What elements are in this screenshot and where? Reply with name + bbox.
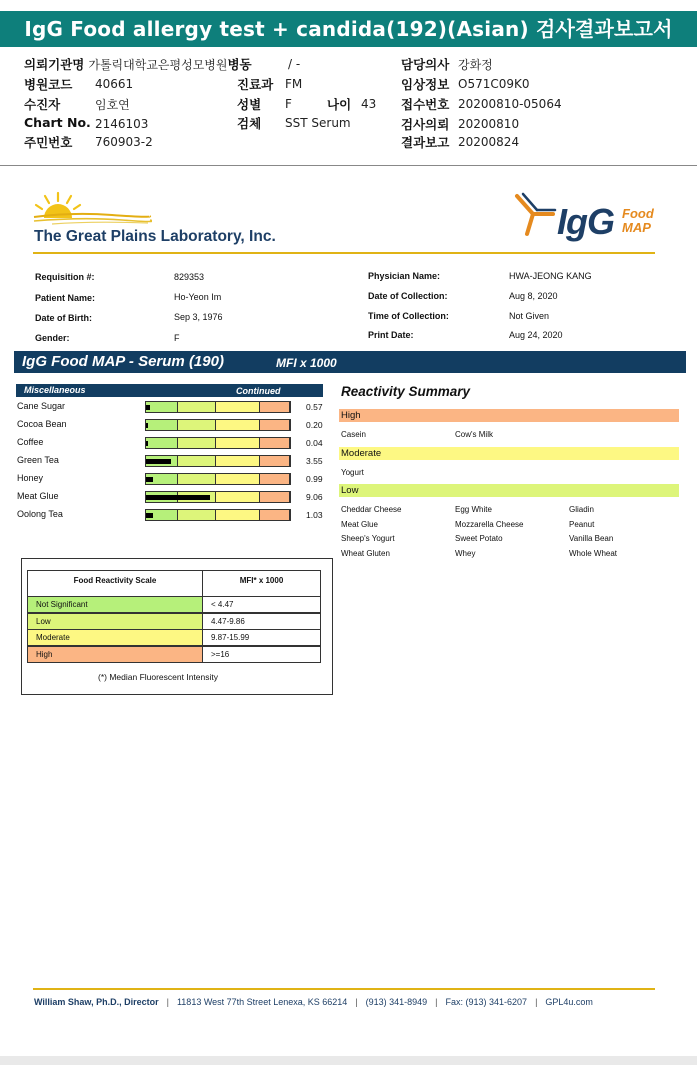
sex-label: 성별 xyxy=(237,97,262,112)
dob-label: Date of Birth: xyxy=(35,313,92,323)
food-value: 3.55 xyxy=(306,456,323,466)
collection-date-value: Aug 8, 2020 xyxy=(509,291,558,301)
low-item: Sweet Potato xyxy=(455,534,503,543)
requisition-value: 829353 xyxy=(174,272,205,282)
hospital-code-value: 40661 xyxy=(95,77,134,91)
reactivity-scale-bar xyxy=(145,401,291,413)
chart-label: Chart No. xyxy=(24,115,91,130)
map-unit: MFI x 1000 xyxy=(276,356,337,370)
food-row xyxy=(16,400,326,414)
reactivity-scale-bar xyxy=(145,509,291,521)
print-date-value: Aug 24, 2020 xyxy=(509,330,563,340)
food-row xyxy=(16,508,326,522)
food-map-logo xyxy=(622,207,654,235)
logo-food-text: Food xyxy=(622,206,654,221)
legend-level-range: 4.47-9.86 xyxy=(202,613,321,630)
footer-director: William Shaw, Ph.D., Director xyxy=(34,997,159,1007)
moderate-band: Moderate xyxy=(339,447,679,460)
report-title: IgG Food allergy test + candida(192)(Asian) 검사결과보고서 xyxy=(0,11,697,47)
high-item: Cow's Milk xyxy=(455,430,493,439)
igg-logo-text: IgG xyxy=(557,201,614,242)
high-band: High xyxy=(339,409,679,422)
gender-value: F xyxy=(174,333,180,343)
reactivity-scale-bar xyxy=(145,419,291,431)
sex-value: F xyxy=(285,97,292,111)
low-item: Mozzarella Cheese xyxy=(455,519,524,529)
patient-name-value: Ho-Yeon Im xyxy=(174,292,222,302)
food-name: Green Tea xyxy=(17,455,59,465)
result-bar xyxy=(146,513,153,518)
reactivity-scale-bar xyxy=(145,437,291,449)
result-bar xyxy=(146,477,153,482)
hospital-code-label: 병원코드 xyxy=(24,77,73,92)
food-value: 0.04 xyxy=(306,438,323,448)
clinical-label: 임상정보 xyxy=(401,77,450,92)
legend-level-label: Not Significant xyxy=(27,596,203,613)
doctor-label: 담당의사 xyxy=(401,57,450,72)
footer-phone: (913) 341-8949 xyxy=(365,997,428,1007)
patient-value: 임호연 xyxy=(95,98,130,112)
specimen-value: SST Serum xyxy=(285,116,351,130)
doctor-value: 강화정 xyxy=(458,58,493,72)
food-value: 1.03 xyxy=(306,510,323,520)
receipt-value: 20200810-05064 xyxy=(458,97,562,111)
institution-value: 가톨릭대학교은평성모병원 xyxy=(88,58,228,72)
misc-heading: Miscellaneous xyxy=(24,385,86,395)
reactivity-summary-title: Reactivity Summary xyxy=(341,384,471,399)
id-label: 주민번호 xyxy=(24,135,73,150)
high-item: Casein xyxy=(341,430,366,439)
low-item: Wheat Gluten xyxy=(341,548,390,558)
request-value: 20200810 xyxy=(458,117,520,131)
footer-web[interactable]: GPL4u.com xyxy=(545,997,593,1007)
low-item: Peanut xyxy=(569,519,595,529)
requisition-label: Requisition #: xyxy=(35,272,95,282)
collection-time-value: Not Given xyxy=(509,311,550,321)
legend-col1-header: Food Reactivity Scale xyxy=(27,570,203,597)
patient-label: 수진자 xyxy=(24,97,61,112)
dept-label: 진료과 xyxy=(237,77,274,92)
legend-note: (*) Median Fluorescent Intensity xyxy=(98,672,218,682)
clinical-value: O571C09K0 xyxy=(458,77,530,91)
page-bottom xyxy=(0,1056,697,1065)
id-value: 760903-2 xyxy=(95,135,153,149)
food-name: Honey xyxy=(17,473,44,483)
food-name: Cane Sugar xyxy=(17,401,66,411)
result-bar xyxy=(146,459,171,464)
miscellaneous-header xyxy=(16,384,323,397)
antibody-logo-icon xyxy=(513,192,561,240)
legend-col2-header: MFI* x 1000 xyxy=(202,570,321,597)
footer-divider xyxy=(33,988,655,990)
receipt-label: 접수번호 xyxy=(401,97,450,112)
food-row xyxy=(16,472,326,486)
result-bar xyxy=(146,405,150,410)
food-value: 0.20 xyxy=(306,420,323,430)
reactivity-scale-bar xyxy=(145,473,291,485)
low-item: Egg White xyxy=(455,505,492,514)
food-name: Coffee xyxy=(17,437,44,447)
legend-level-range: 9.87-15.99 xyxy=(202,629,321,646)
result-bar xyxy=(146,423,148,428)
food-value: 0.57 xyxy=(306,402,323,412)
sun-logo-icon xyxy=(32,190,152,226)
dept-value: FM xyxy=(285,77,303,91)
food-row xyxy=(16,454,326,468)
print-date-label: Print Date: xyxy=(368,330,414,340)
legend-level-label: Low xyxy=(27,613,203,630)
low-item: Whey xyxy=(455,548,476,558)
legend-level-label: High xyxy=(27,646,203,663)
food-row xyxy=(16,418,326,432)
ward-label: 병동 xyxy=(227,57,252,72)
low-item: Cheddar Cheese xyxy=(341,505,402,514)
age-value: 43 xyxy=(361,97,377,111)
collection-date-label: Date of Collection: xyxy=(368,291,448,301)
legend-level-range: >=16 xyxy=(202,646,321,663)
food-value: 0.99 xyxy=(306,474,323,484)
food-name: Oolong Tea xyxy=(17,509,63,519)
food-name: Meat Glue xyxy=(17,491,59,501)
dob-value: Sep 3, 1976 xyxy=(174,312,223,322)
physician-label: Physician Name: xyxy=(368,271,441,281)
chart-value: 2146103 xyxy=(95,117,149,131)
gender-label: Gender: xyxy=(35,333,70,343)
legend-level-range: < 4.47 xyxy=(202,596,321,613)
institution-label: 의뢰기관명 xyxy=(24,57,85,72)
result-bar xyxy=(146,441,148,446)
map-title: IgG Food MAP - Serum (190) xyxy=(22,353,224,370)
result-bar xyxy=(146,495,210,500)
low-item: Sheep's Yogurt xyxy=(341,534,395,543)
patient-name-label: Patient Name: xyxy=(35,293,96,303)
reactivity-scale-bar xyxy=(145,491,291,503)
map-section-header xyxy=(14,351,686,373)
food-row xyxy=(16,490,326,504)
footer: William Shaw, Ph.D., Director | 11813 West 77th Street Lenexa, KS 66214 | (913) 341-8949 | Fax: (913) 341-6207 | GPL4u.com xyxy=(34,997,593,1007)
legend-level-label: Moderate xyxy=(27,629,203,646)
reactivity-scale-bar xyxy=(145,455,291,467)
physician-value: HWA-JEONG KANG xyxy=(509,271,592,281)
logo-map-text: MAP xyxy=(622,220,651,235)
low-item: Meat Glue xyxy=(341,519,378,529)
food-row xyxy=(16,436,326,450)
age-label: 나이 xyxy=(327,97,352,112)
low-item: Whole Wheat xyxy=(569,548,618,558)
institution-row xyxy=(24,55,252,73)
food-name: Cocoa Bean xyxy=(17,419,67,429)
collection-time-label: Time of Collection: xyxy=(368,311,449,321)
footer-fax: Fax: (913) 341-6207 xyxy=(445,997,528,1007)
specimen-label: 검체 xyxy=(237,116,262,131)
report-date-label: 결과보고 xyxy=(401,135,450,150)
low-band: Low xyxy=(339,484,679,497)
lab-name: The Great Plains Laboratory, Inc. xyxy=(34,228,276,245)
request-label: 검사의뢰 xyxy=(401,117,450,132)
report-date-value: 20200824 xyxy=(458,135,520,149)
food-value: 9.06 xyxy=(306,492,323,502)
footer-address: 11813 West 77th Street Lenexa, KS 66214 xyxy=(176,997,348,1007)
misc-continued: Continued xyxy=(236,386,281,396)
ward-value: / - xyxy=(288,57,301,71)
logo-divider xyxy=(33,252,655,254)
low-item: Vanilla Bean xyxy=(569,534,614,543)
moderate-item: Yogurt xyxy=(341,468,364,477)
low-item: Gliadin xyxy=(569,505,594,514)
